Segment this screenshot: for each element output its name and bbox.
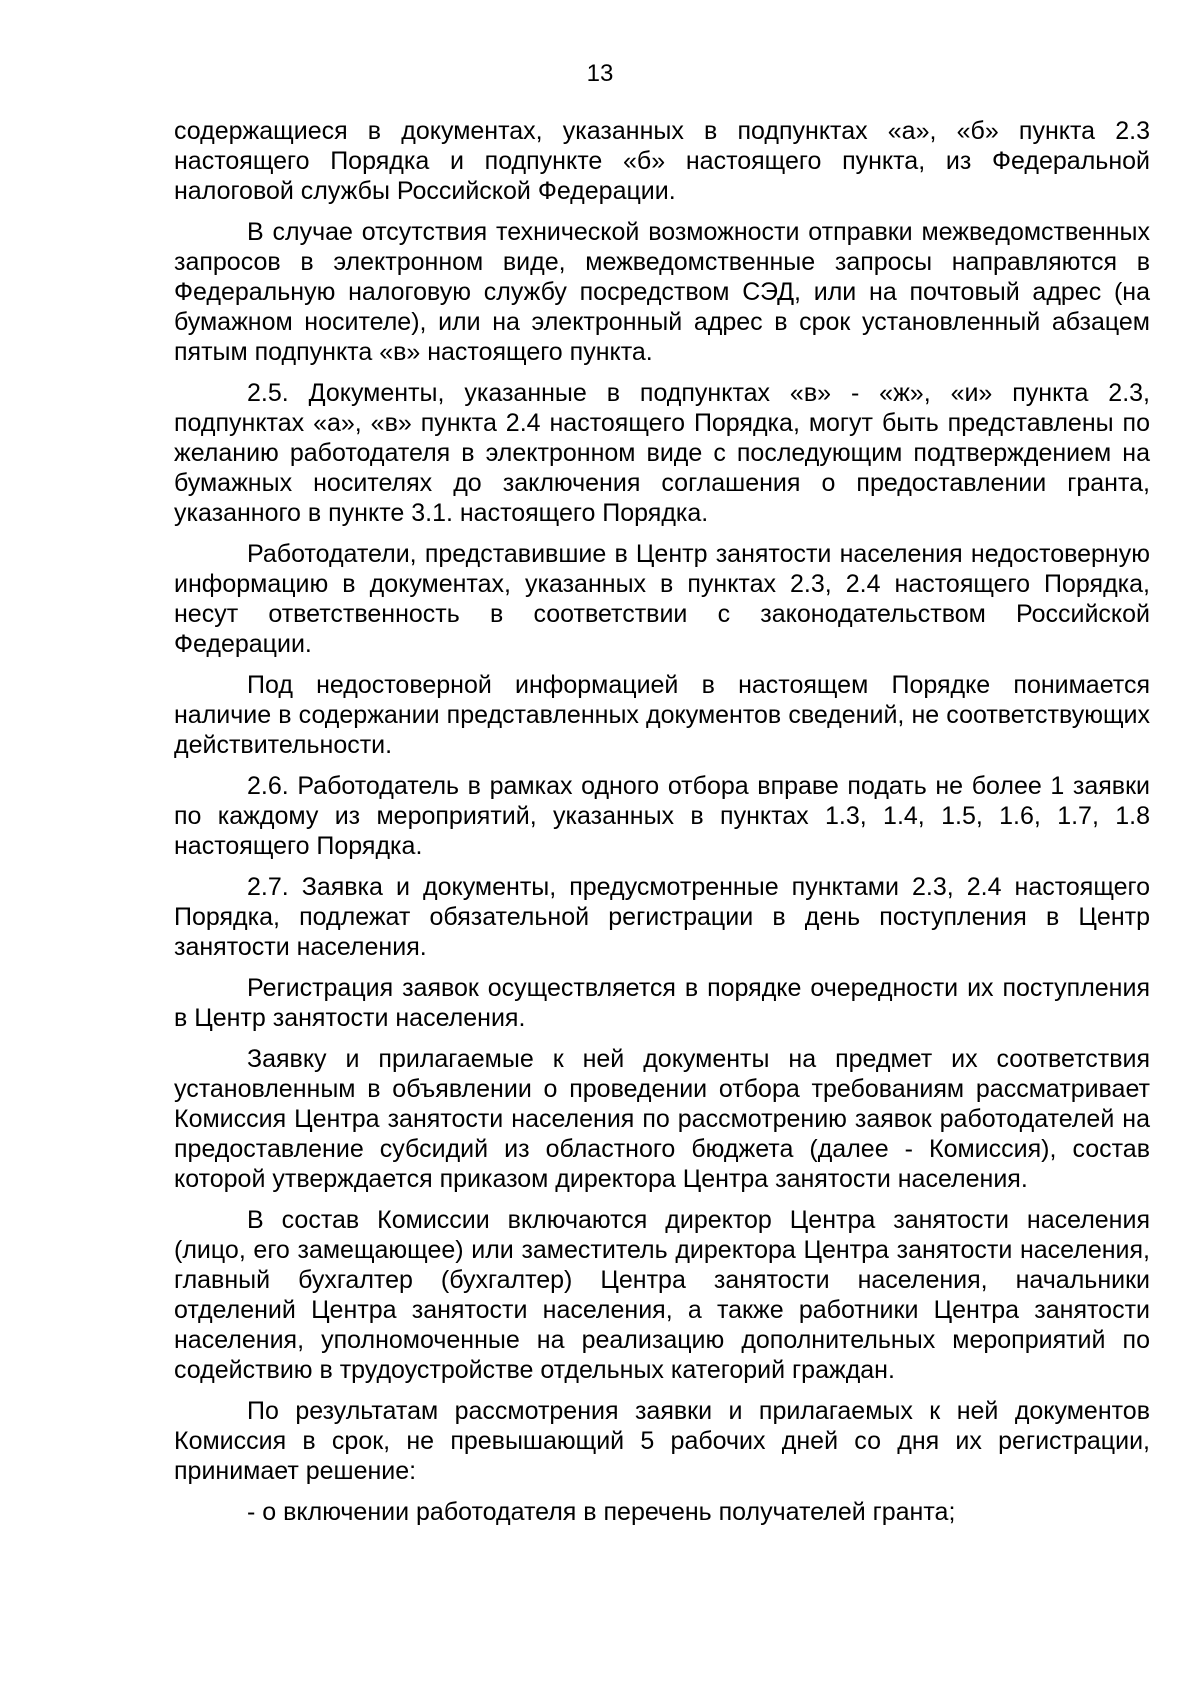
paragraph-employer-responsibility: Работодатели, представившие в Центр занятости населения недостоверную информацию в документах, указанных в пунктах 2.3, 2.4 настоящего Порядка, несут ответственность в соответствии с законодательством Российской Федерации. [174, 540, 1150, 658]
paragraph-continuation: содержащиеся в документах, указанных в подпунктах «а», «б» пункта 2.3 настоящего Порядка и подпункте «б» настоящего пункта, из Федеральной налоговой службы Российской Федерации. [174, 117, 1150, 205]
paragraph-commission-composition: В состав Комиссии включаются директор Центра занятости населения (лицо, его замещающее) или заместитель директора Центра занятости населения, главный бухгалтер (бухгалтер) Центра занятости населения, начальники отделений Центра занятости населения, а также работники Центра занятости населения, уполномоченные на реализацию дополнительных мероприятий по содействию в трудоустройстве отдельных категорий граждан. [174, 1206, 1150, 1384]
paragraph-unreliable-info: Под недостоверной информацией в настоящем Порядке понимается наличие в содержании представленных документов сведений, не соответствующих действительности. [174, 671, 1150, 759]
paragraph-2-5: 2.5. Документы, указанные в подпунктах «в» - «ж», «и» пункта 2.3, подпунктах «а», «в» пункта 2.4 настоящего Порядка, могут быть представлены по желанию работодателя в электронном виде с последующим подтверждением на бумажных носителях до заключения соглашения о предоставлении гранта, указанного в пункте 3.1. настоящего Порядка. [174, 379, 1150, 527]
paragraph-interagency-requests: В случае отсутствия технической возможности отправки межведомственных запросов в электронном виде, межведомственные запросы направляются в Федеральную налоговую службу посредством СЭД, или на почтовый адрес (на бумажном носителе), или на электронный адрес в срок установленный абзацем пятым подпункта «в» настоящего пункта. [174, 218, 1150, 366]
paragraph-review-results: По результатам рассмотрения заявки и прилагаемых к ней документов Комиссия в срок, не превышающий 5 рабочих дней со дня их регистрации, принимает решение: [174, 1397, 1150, 1485]
list-item-decision-inclusion: - о включении работодателя в перечень получателей гранта; [247, 1498, 956, 1526]
page-number: 13 [586, 60, 614, 87]
paragraph-commission-review: Заявку и прилагаемые к ней документы на предмет их соответствия установленным в объявлении о проведении отбора требованиям рассматривает Комиссия Центра занятости населения по рассмотрению заявок работодателей на предоставление субсидий из областного бюджета (далее - Комиссия), состав которой утверждается приказом директора Центра занятости населения. [174, 1045, 1150, 1193]
paragraph-2-7: 2.7. Заявка и документы, предусмотренные пунктами 2.3, 2.4 настоящего Порядка, подлежат обязательной регистрации в день поступления в Центр занятости населения. [174, 873, 1150, 961]
paragraph-2-6: 2.6. Работодатель в рамках одного отбора вправе подать не более 1 заявки по каждому из мероприятий, указанных в пунктах 1.3, 1.4, 1.5, 1.6, 1.7, 1.8 настоящего Порядка. [174, 772, 1150, 860]
document-body [174, 116, 1150, 1538]
paragraph-registration-order: Регистрация заявок осуществляется в порядке очередности их поступления в Центр занятости населения. [174, 974, 1150, 1032]
